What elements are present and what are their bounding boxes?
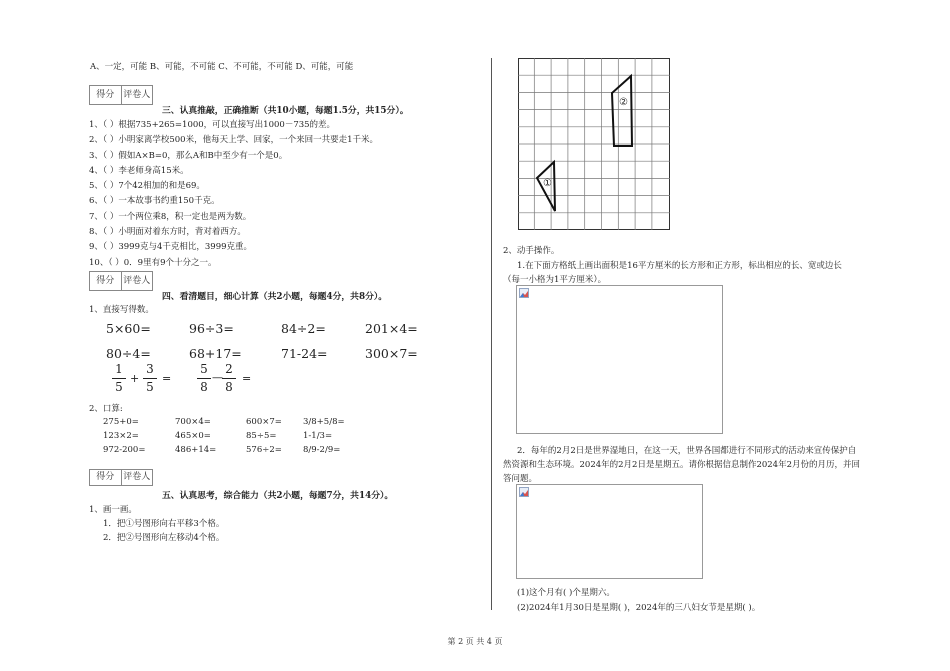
grader-label: 评卷人 bbox=[123, 472, 151, 482]
right-a2: (2)2024年1月30日是星期( )，2024年的三八妇女节是星期( )。 bbox=[517, 603, 761, 613]
column-divider bbox=[491, 58, 492, 610]
right-sub2: 2、动手操作。 bbox=[503, 246, 560, 256]
calc-item: 300×7= bbox=[365, 346, 418, 361]
numerator: 3 bbox=[146, 362, 154, 376]
score-box bbox=[89, 469, 153, 486]
oral-item: 465×0= bbox=[175, 431, 211, 441]
grader-label: 评卷人 bbox=[123, 90, 151, 100]
image-placeholder-icon bbox=[519, 288, 529, 298]
score-label: 得分 bbox=[90, 470, 122, 485]
right-q1-line2: （每一小格为1平方厘米）。 bbox=[503, 275, 607, 285]
list-item: 2、（ ）小明家离学校500米，他每天上学、回家，一个来回一共要走1千米。 bbox=[89, 135, 378, 146]
oral-item: 123×2= bbox=[103, 431, 139, 441]
image-placeholder-icon bbox=[519, 487, 529, 497]
list-item: 4、（ ）李老师身高15米。 bbox=[89, 165, 189, 176]
list-item: 1、（ ）根据735+265=1000，可以直接写出1000－735的差。 bbox=[89, 120, 336, 130]
page-footer: 第 2 页 共 4 页 bbox=[447, 637, 503, 646]
calc-item: 201×4= bbox=[365, 321, 418, 336]
oral-item: 972-200= bbox=[103, 445, 146, 455]
shape-2-label: ② bbox=[619, 97, 628, 108]
fraction bbox=[222, 363, 236, 394]
list-item: 7、（ ）一个两位乘8，积一定也是两为数。 bbox=[89, 211, 252, 222]
shape-2 bbox=[612, 76, 632, 146]
calc-item: 71-24= bbox=[281, 346, 328, 361]
score-label: 得分 bbox=[90, 272, 122, 290]
fraction bbox=[197, 363, 211, 394]
numerator: 5 bbox=[200, 362, 208, 376]
calc-item: 80÷4= bbox=[106, 346, 151, 361]
list-item: 5、（ ）7个42相加的和是69。 bbox=[89, 181, 205, 192]
right-q2-line3: 答问题。 bbox=[503, 474, 538, 484]
list-item: 3、（ ）假如A×B=0，那么A和B中至少有一个是0。 bbox=[89, 150, 288, 161]
fraction bbox=[112, 363, 126, 394]
oral-item: 3/8+5/8= bbox=[303, 417, 345, 427]
denominator: 5 bbox=[115, 380, 123, 394]
list-item: 6、（ ）一本故事书约重150千克。 bbox=[89, 196, 220, 207]
section4-sub2: 2、口算: bbox=[89, 404, 123, 414]
section5-sub1: 1、画一画。 bbox=[89, 505, 137, 515]
section4-sub1: 1、直接写得数。 bbox=[89, 305, 154, 315]
answer-box bbox=[516, 484, 703, 579]
section5-q2: 2．把②号图形向左移动4个格。 bbox=[103, 533, 225, 543]
grader-label: 评卷人 bbox=[123, 276, 151, 286]
section3-title: 三、认真推敲，正确推断（共10小题，每题1.5分，共15分）。 bbox=[162, 106, 409, 116]
oral-item: 1-1/3= bbox=[303, 431, 333, 441]
fraction bbox=[143, 363, 157, 394]
equals: = bbox=[162, 372, 172, 385]
options-line: A、一定，可能 B、可能，不可能 C、不可能，不可能 D、可能，可能 bbox=[90, 62, 354, 72]
oral-item: 8/9-2/9= bbox=[303, 445, 341, 455]
right-q2-line1: 2．每年的2月2日是世界湿地日，在这一天，世界各国都进行不同形式的活动来宣传保护自 bbox=[517, 446, 857, 456]
calc-item: 84÷2= bbox=[281, 321, 326, 336]
score-label: 得分 bbox=[90, 86, 122, 104]
denominator: 5 bbox=[146, 380, 154, 394]
denominator: 8 bbox=[200, 380, 208, 394]
list-item: 9、（ ）3999克与4千克相比，3999克重。 bbox=[89, 242, 253, 253]
numerator: 2 bbox=[225, 362, 233, 376]
oral-item: 700×4= bbox=[175, 417, 211, 427]
equals: = bbox=[242, 372, 252, 385]
operator: — bbox=[212, 371, 223, 384]
section5-q1: 1．把①号图形向右平移3个格。 bbox=[103, 519, 225, 529]
right-a1: (1)这个月有( )个星期六。 bbox=[517, 588, 615, 598]
list-item: 8、（ ）小明面对着东方时，背对着西方。 bbox=[89, 227, 246, 238]
answer-box bbox=[516, 285, 723, 434]
shape-1-label: ① bbox=[543, 178, 552, 189]
oral-item: 275+0= bbox=[103, 417, 139, 427]
calc-item: 5×60= bbox=[106, 321, 151, 336]
denominator: 8 bbox=[225, 380, 233, 394]
section3-list bbox=[89, 118, 378, 271]
calc-item: 68+17= bbox=[189, 346, 242, 361]
calc-item: 96÷3= bbox=[189, 321, 234, 336]
list-item: 10、（ ）0．9里有9个十分之一。 bbox=[89, 257, 217, 268]
oral-item: 600×7= bbox=[246, 417, 282, 427]
right-q2-line2: 然资源和生态环境。2024年的2月2日是星期五。请你根据信息制作2024年2月份的月历，并回 bbox=[503, 460, 860, 470]
square-grid bbox=[518, 58, 670, 230]
oral-item: 576÷2= bbox=[246, 445, 282, 455]
score-box bbox=[89, 85, 153, 105]
section5-title: 五、认真思考，综合能力（共2小题，每题7分，共14分）。 bbox=[162, 491, 394, 501]
operator: + bbox=[130, 372, 140, 385]
oral-item: 85÷5= bbox=[246, 431, 277, 441]
score-box bbox=[89, 271, 153, 291]
oral-item: 486+14= bbox=[175, 445, 217, 455]
section4-title: 四、看清题目，细心计算（共2小题，每题4分，共8分）。 bbox=[162, 292, 388, 302]
numerator: 1 bbox=[115, 362, 123, 376]
right-q1-line1: 1.在下面方格纸上画出面积是16平方厘米的长方形和正方形，标出相应的长、宽或边长 bbox=[517, 261, 842, 271]
